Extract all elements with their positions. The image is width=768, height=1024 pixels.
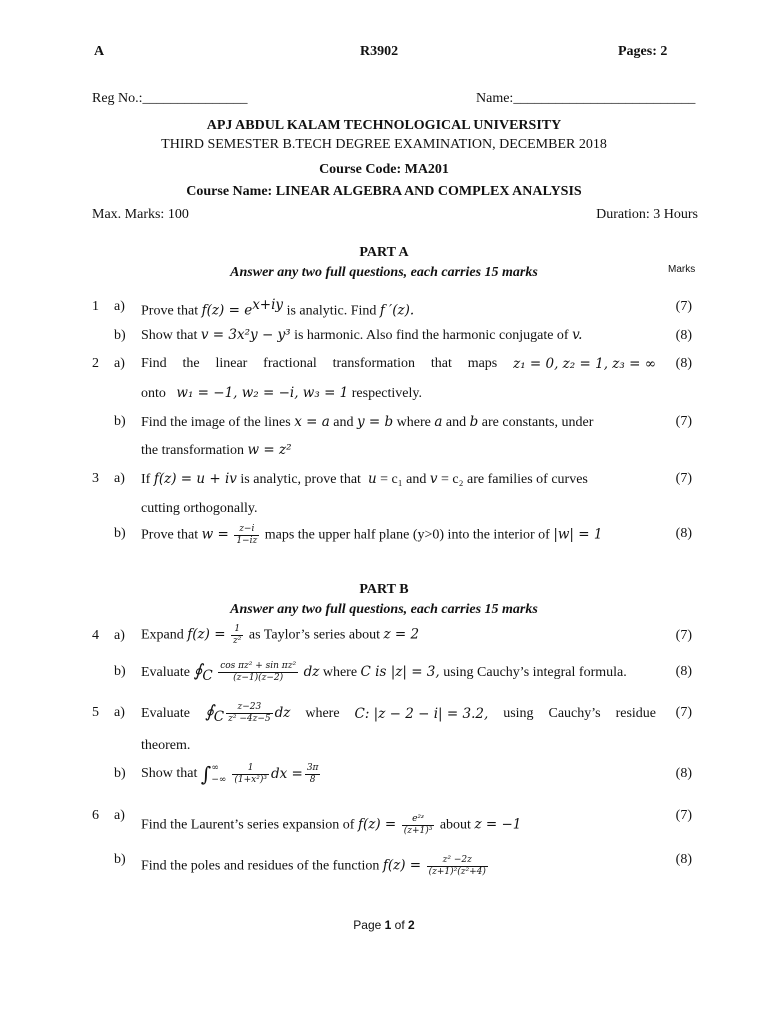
course-code: Course Code: MA201 (319, 162, 449, 177)
marks-3a: (7) (675, 471, 692, 486)
fraction-integrand-5a: $\frac{z-23}{\text{z² −4z−5}}$ (228, 702, 271, 725)
marks-2a: (8) (675, 356, 692, 371)
marks-3b: (8) (675, 526, 692, 541)
marks-4a: (7) (675, 628, 692, 643)
part-a-title: PART A (359, 245, 409, 260)
marks-5a: (7) (675, 705, 692, 720)
fraction-w: $\frac{z-i}{1-iz}$ (236, 524, 258, 546)
fraction-poles: $\frac{\text{z² −2z}}{\text{(z+1)²(z²+4)}}$ (428, 855, 486, 877)
duration: Duration: 3 Hours (596, 207, 698, 222)
marks-6a: (7) (675, 808, 692, 823)
part-b-instruction: Answer any two full questions, each carries 15 marks (230, 602, 538, 617)
marks-4b: (8) (675, 664, 692, 679)
series-label: A (94, 44, 105, 59)
max-marks: Max. Marks: 100 (92, 207, 189, 222)
part-b-title: PART B (359, 582, 409, 597)
marks-1b: (8) (675, 328, 692, 343)
exam-title: THIRD SEMESTER B.TECH DEGREE EXAMINATION, DECEMBER 2018 (161, 137, 607, 152)
course-name: Course Name: LINEAR ALGEBRA AND COMPLEX ANALYSIS (186, 184, 582, 199)
marks-1a: (7) (675, 299, 692, 314)
marks-column-header: Marks (668, 264, 696, 275)
page-footer: Page 1 of 2 (353, 918, 415, 932)
name-field: Name:__________________________ (476, 91, 696, 106)
fraction-1-over-z2: $\frac{1}{\text{z²}}$ (233, 624, 242, 646)
marks-6b: (8) (675, 852, 692, 867)
fraction-laurent: $\frac{\text{e²ᶻ}}{\text{(z+1)³}}$ (403, 814, 433, 836)
fraction-3pi-over-8: $\frac{3\pi}{8}$ (306, 762, 319, 785)
university-name: APJ ABDUL KALAM TECHNOLOGICAL UNIVERSITY (206, 118, 562, 133)
marks-5b: (8) (675, 766, 692, 781)
reg-no-field: Reg No.:_______________ (92, 91, 248, 106)
pages-count: Pages: 2 (618, 44, 668, 59)
part-a-instruction: Answer any two full questions, each carries 15 marks (230, 265, 538, 280)
fraction-integrand-4b: $\frac{\text{cos πz² + sin πz²}}{(z-1)(z-2)}$ (220, 661, 297, 684)
paper-code: R3902 (360, 44, 399, 59)
fraction-integrand-5b: $\frac{1}{\text{(1+x²)³}}$ (234, 762, 267, 785)
marks-2b: (7) (675, 414, 692, 429)
